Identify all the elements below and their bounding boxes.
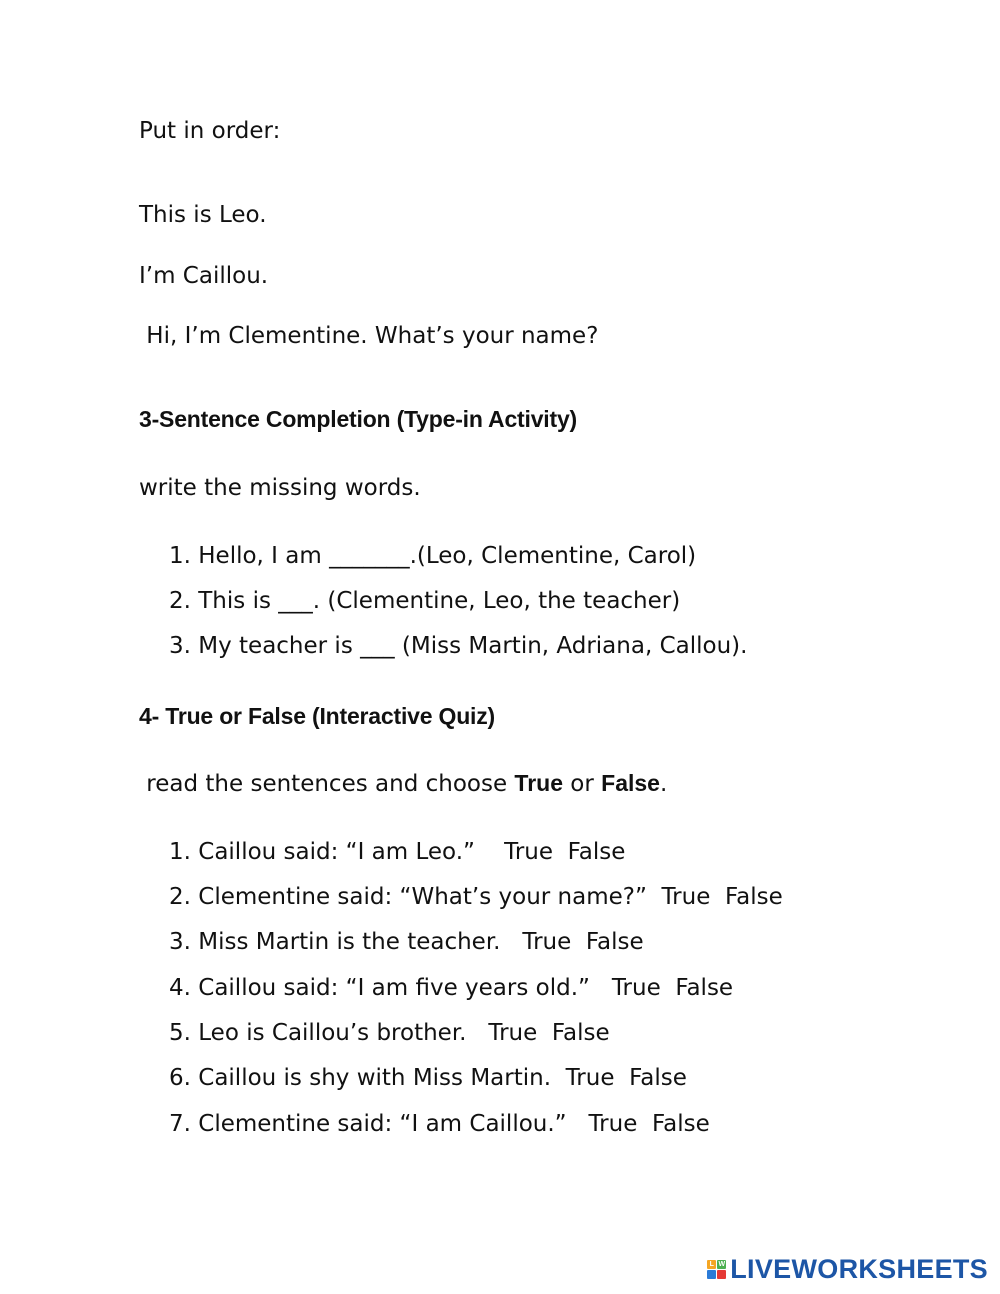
quiz-item: 5. Leo is Caillou’s brother. True False xyxy=(169,1020,610,1046)
logo-mark-square xyxy=(717,1270,726,1279)
liveworksheets-logo[interactable] xyxy=(707,1254,988,1284)
logo-mark-square xyxy=(707,1270,716,1279)
quiz-item: 6. Caillou is shy with Miss Martin. True False xyxy=(169,1065,687,1091)
order-line: Hi, I’m Clementine. What’s your name? xyxy=(139,323,599,349)
completion-item: 3. My teacher is ___ (Miss Martin, Adriana, Callou). xyxy=(169,633,748,659)
section4-heading: 4- True or False (Interactive Quiz) xyxy=(139,703,495,729)
logo-text: LIVEWORKSHEETS xyxy=(730,1253,988,1284)
instruction-text: . xyxy=(659,771,668,797)
quiz-item: 7. Clementine said: “I am Caillou.” True False xyxy=(169,1111,710,1137)
quiz-item: 3. Miss Martin is the teacher. True False xyxy=(169,929,644,955)
false-word: False xyxy=(601,770,660,796)
logo-mark-square: L xyxy=(707,1260,716,1269)
completion-item: 1. Hello, I am _______.(Leo, Clementine, Carol) xyxy=(169,543,697,569)
completion-item: 2. This is ___. (Clementine, Leo, the teacher) xyxy=(169,588,681,614)
quiz-item: 4. Caillou said: “I am five years old.” True False xyxy=(169,975,734,1001)
section3-instruction: write the missing words. xyxy=(139,475,421,501)
logo-mark-square: W xyxy=(718,1260,726,1268)
instruction-text: or xyxy=(563,771,602,797)
order-line: I’m Caillou. xyxy=(139,263,269,289)
quiz-item: 1. Caillou said: “I am Leo.” True False xyxy=(169,839,626,865)
quiz-item: 2. Clementine said: “What’s your name?” True False xyxy=(169,884,783,910)
section4-instruction xyxy=(139,768,667,799)
logo-mark-icon xyxy=(707,1260,726,1279)
order-line: This is Leo. xyxy=(139,202,267,228)
true-word: True xyxy=(514,770,563,796)
section3-heading: 3-Sentence Completion (Type-in Activity) xyxy=(139,406,577,432)
instruction-text: read the sentences and choose xyxy=(139,771,515,797)
put-in-order-title: Put in order: xyxy=(139,118,281,144)
